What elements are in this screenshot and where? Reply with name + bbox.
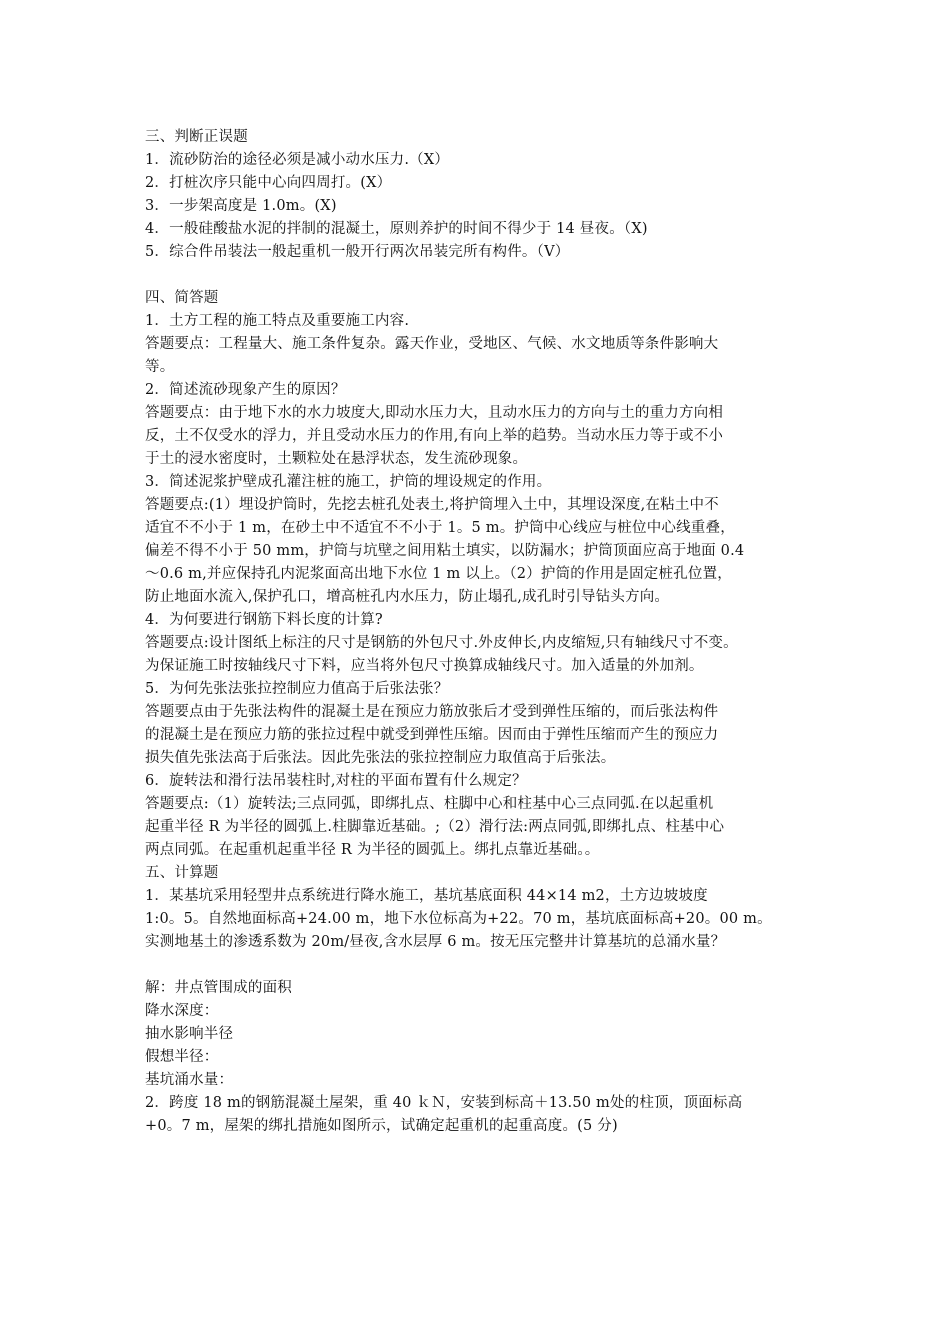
short-answer-line: 答题要点由于先张法构件的混凝土是在预应力筋放张后才受到弹性压缩的，而后张法构件 (145, 704, 719, 720)
short-answer-line: 的混凝土是在预应力筋的张拉过程中就受到弹性压缩。因而由于弹性压缩而产生的预应力 (145, 727, 719, 743)
judgement-item-4: 4．一般硅酸盐水泥的拌制的混凝土，原则养护的时间不得少于 14 昼夜。（X) (145, 221, 648, 237)
short-answer-line: 答题要点:（1）旋转法;三点同弧，即绑扎点、柱脚中心和柱基中心三点同弧.在以起重机 (145, 796, 714, 812)
solution-line: 降水深度： (145, 1003, 219, 1019)
judgement-item-5: 5．综合件吊装法一般起重机一般开行两次吊装完所有构件。（V） (145, 244, 570, 260)
judgement-item-3: 3．一步架高度是 1.0m。(X) (145, 198, 337, 214)
short-answer-line: 答题要点：工程量大、施工条件复杂。露天作业，受地区、气候、水文地质等条件影响大 (145, 336, 719, 352)
document-page (145, 126, 825, 1138)
calc-question-1-line: 1．某基坑采用轻型井点系统进行降水施工，基坑基底面积 44×14 m2，土方边坡坡度 (145, 888, 708, 904)
short-answer-line: 于土的浸水密度时，土颗粒处在悬浮状态，发生流砂现象。 (145, 451, 528, 467)
short-answer-line: 3．简述泥浆护壁成孔灌注桩的施工，护筒的埋设规定的作用。 (145, 474, 552, 490)
calc-question-2-line: +0。7 m，屋架的绑扎措施如图所示，试确定起重机的起重高度。(5 分) (145, 1118, 618, 1134)
short-answer-line: ～0.6 m,并应保持孔内泥浆面高出地下水位 1 m 以上。（2）护筒的作用是固定桩孔位置， (145, 566, 733, 582)
blank-line (145, 954, 825, 977)
short-answer-line: 1．土方工程的施工特点及重要施工内容. (145, 313, 410, 329)
short-answer-line: 答题要点:(1）埋设护筒时，先挖去桩孔处表土,将护筒埋入土中，其埋设深度,在粘土中不 (145, 497, 719, 513)
short-answer-line: 损失值先张法高于后张法。因此先张法的张拉控制应力取值高于后张法。 (145, 750, 616, 766)
calc-question-1-line: 1:0。5。自然地面标高+24.00 m，地下水位标高为+22。70 m，基坑底面标高+20。00 m。 (145, 911, 772, 927)
short-answer-line: 适宜不不小于 1 m，在砂土中不适宜不不小于 1。5 m。护筒中心线应与桩位中心线重叠， (145, 520, 735, 536)
solution-line: 基坑涌水量： (145, 1072, 234, 1088)
judgement-item-2: 2．打桩次序只能中心向四周打。(X） (145, 175, 392, 191)
short-answer-line: 等。 (145, 359, 175, 375)
calc-question-2-line: 2．跨度 18 m的钢筋混凝土屋架，重 40 ｋＮ，安装到标高＋13.50 m处的柱顶，顶面标高 (145, 1095, 743, 1111)
solution-line: 假想半径： (145, 1049, 219, 1065)
short-answer-line: 4．为何要进行钢筋下料长度的计算? (145, 612, 383, 628)
short-answer-line: 偏差不得不小于 50 mm，护筒与坑壁之间用粘土填实，以防漏水；护筒顶面应高于地面 0.4 (145, 543, 745, 559)
solution-line: 抽水影响半径 (145, 1026, 234, 1042)
short-answer-line: 答题要点:设计图纸上标注的尺寸是钢筋的外包尺寸.外皮伸长,内皮缩短,只有轴线尺寸不变。 (145, 635, 738, 651)
short-answer-line: 答题要点：由于地下水的水力坡度大,即动水压力大，且动水压力的方向与土的重力方向相 (145, 405, 724, 421)
section-heading-short-answer: 四、简答题 (145, 290, 219, 306)
short-answer-line: 反，土不仅受水的浮力，并且受动水压力的作用,有向上举的趋势。当动水压力等于或不小 (145, 428, 724, 444)
short-answer-line: 为保证施工时按轴线尺寸下料，应当将外包尺寸换算成轴线尺寸。加入适量的外加剂。 (145, 658, 704, 674)
short-answer-line: 防止地面水流入,保护孔口，增高桩孔内水压力，防止塌孔,成孔时引导钻头方向。 (145, 589, 670, 605)
short-answer-line: 2．简述流砂现象产生的原因？ (145, 382, 346, 398)
section-heading-judgement: 三、判断正误题 (145, 129, 248, 145)
blank-line (145, 264, 825, 287)
short-answer-line: 5．为何先张法张拉控制应力值高于后张法张？ (145, 681, 449, 697)
calc-question-1-line: 实测地基土的渗透系数为 20m/昼夜,含水层厚 6 m。按无压完整井计算基坑的总涌水量？ (145, 934, 726, 950)
short-answer-line: 起重半径 R 为半径的圆弧上.柱脚靠近基础。;（2）滑行法:两点同弧,即绑扎点、柱基中心 (145, 819, 725, 835)
short-answer-line: 6．旋转法和滑行法吊装柱时,对柱的平面布置有什么规定？ (145, 773, 527, 789)
solution-line: 解：井点管围成的面积 (145, 980, 292, 996)
section-heading-calculation: 五、计算题 (145, 865, 219, 881)
short-answer-line: 两点同弧。在起重机起重半径 R 为半径的圆弧上。绑扎点靠近基础。。 (145, 842, 600, 858)
judgement-item-1: 1．流砂防治的途径必须是减小动水压力.（X） (145, 152, 450, 168)
